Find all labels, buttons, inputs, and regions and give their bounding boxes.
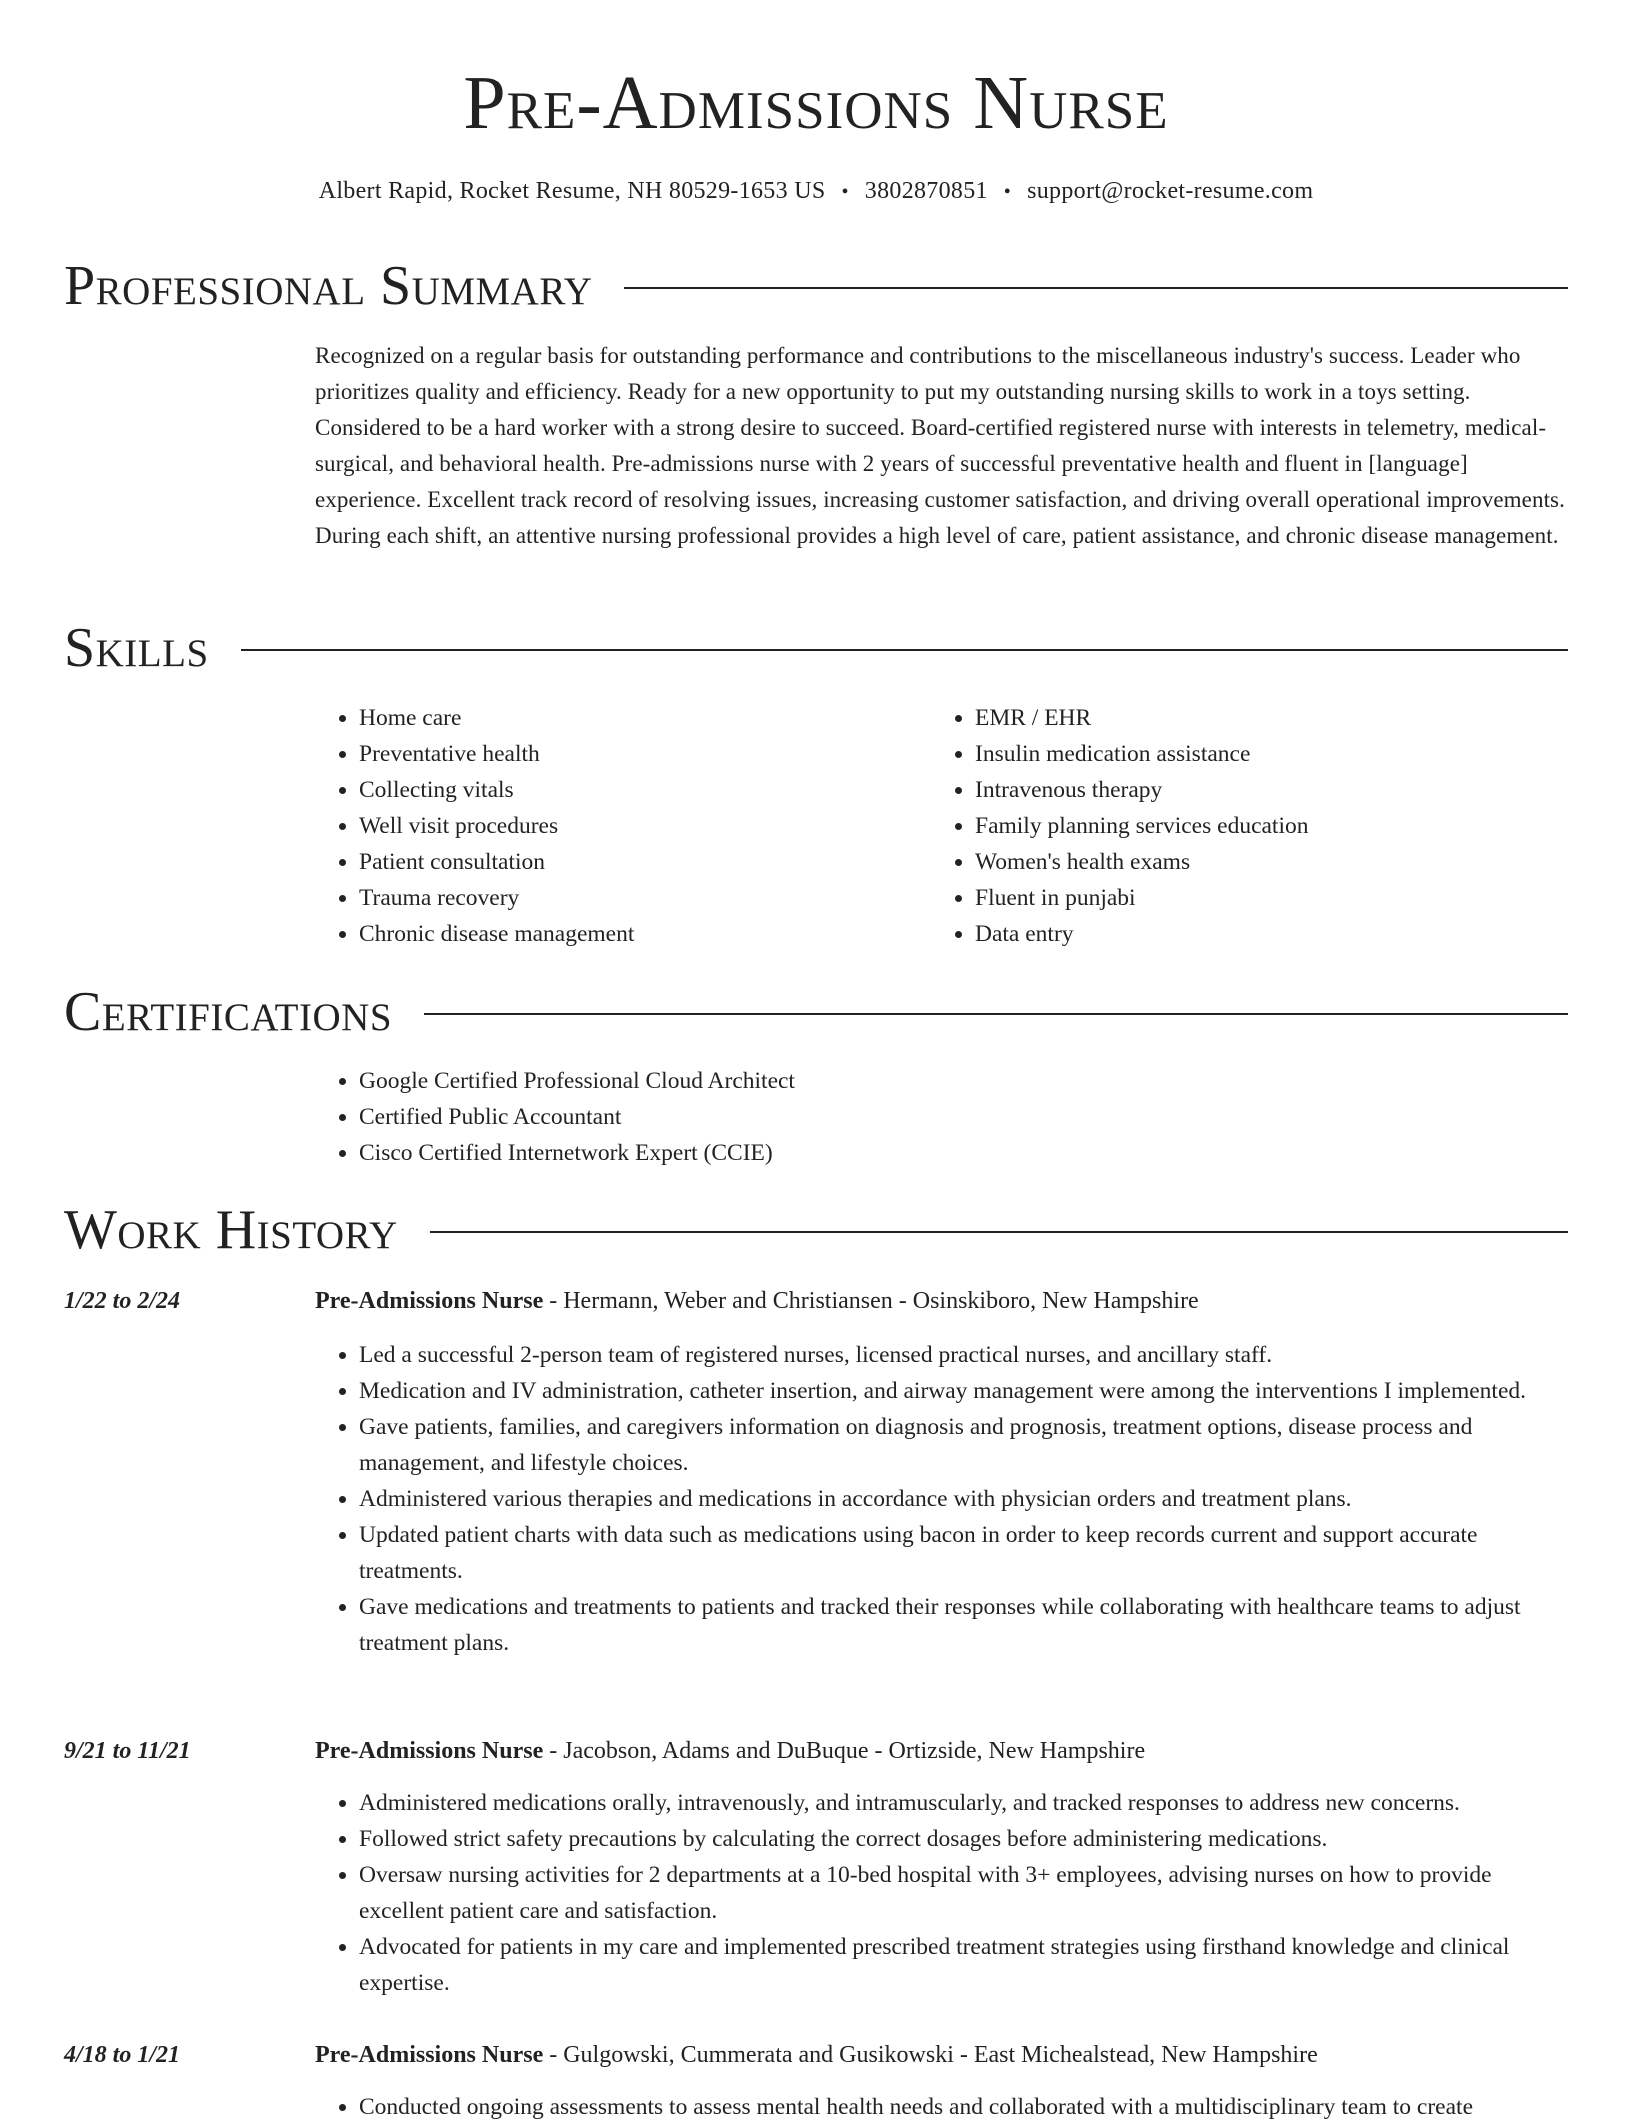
- job-bullet-item: • Led a successful 2-person team of registered nurses, licensed practical nurses, and ancillary staff.: [359, 1337, 1567, 1373]
- certification-item: • Google Certified Professional Cloud Architect: [359, 1063, 795, 1099]
- skill-item: • Well visit procedures: [359, 808, 634, 844]
- certifications-section-header: [64, 980, 1568, 1044]
- job-bullet-item: • Oversaw nursing activities for 2 departments at a 10-bed hospital with 3+ employees, advising nurses on how to provide excellent patient care and satisfaction.: [359, 1857, 1567, 1929]
- job-bullet-item: • Updated patient charts with data such as medications using bacon in order to keep records current and support accurate treatments.: [359, 1517, 1567, 1589]
- skill-item: • Family planning services education: [975, 808, 1309, 844]
- contact-line: [64, 176, 1568, 207]
- section-divider: [624, 287, 1568, 289]
- job-role: Pre-Admissions Nurse: [315, 1288, 544, 1314]
- job-employer-location: - Hermann, Weber and Christiansen - Osinskiboro, New Hampshire: [543, 1288, 1199, 1314]
- skill-item: • Women's health exams: [975, 844, 1309, 880]
- job-role: Pre-Admissions Nurse: [315, 1738, 544, 1764]
- skills-column-right: [931, 700, 1309, 952]
- job-bullet-item: • Conducted ongoing assessments to assess mental health needs and collaborated with a multidisciplinary team to create: [359, 2089, 1567, 2125]
- job-employer-location: - Gulgowski, Cummerata and Gusikowski - East Michealstead, New Hampshire: [543, 2042, 1318, 2068]
- work-history-section-header: [64, 1198, 1568, 1262]
- job-bullet-item: • Administered medications orally, intravenously, and intramuscularly, and tracked responses to address new concerns.: [359, 1785, 1567, 1821]
- job-bullet-list: [315, 1337, 1567, 1661]
- contact-phone: 3802870851: [864, 178, 988, 204]
- resume-name-heading: Pre-Admissions Nurse: [463, 61, 1169, 145]
- skills-list-right: [931, 700, 1309, 952]
- job-bullet-item: • Advocated for patients in my care and implemented prescribed treatment strategies using firsthand knowledge and clinical expertise.: [359, 1929, 1567, 2001]
- skills-column-left: [315, 700, 634, 952]
- job-bullet-item: • Gave patients, families, and caregivers information on diagnosis and prognosis, treatment options, disease process and management, and lifestyle choices.: [359, 1409, 1567, 1481]
- skill-item: • EMR / EHR: [975, 700, 1309, 736]
- job-dates: 4/18 to 1/21: [64, 2042, 181, 2068]
- job-title-line: [315, 1283, 1199, 1319]
- contact-address: Albert Rapid, Rocket Resume, NH 80529-1653 US: [318, 178, 826, 204]
- contact-separator: •: [841, 181, 849, 203]
- job-bullet-list: [315, 2089, 1567, 2125]
- skills-list-left: [315, 700, 634, 952]
- skills-section-header: [64, 616, 1568, 680]
- job-title-line: [315, 1733, 1145, 1769]
- certifications-block: [315, 1063, 795, 1171]
- contact-separator: •: [1003, 181, 1012, 203]
- job-title-line: [315, 2037, 1318, 2073]
- job-bullet-item: • Medication and IV administration, catheter insertion, and airway management were among the interventions I implemented.: [359, 1373, 1567, 1409]
- certification-item: • Certified Public Accountant: [359, 1099, 795, 1135]
- contact-email: support@rocket-resume.com: [1027, 178, 1314, 204]
- certifications-list: [315, 1063, 795, 1171]
- skill-item: • Data entry: [975, 916, 1309, 952]
- summary-paragraph: Recognized on a regular basis for outstanding performance and contributions to the miscellaneous industry's success. Leader who prioritizes quality and efficiency. Ready for a new opportunity to put my outstanding nursing skills to work in a toys setting. Considered to be a hard worker with a strong desire to succeed. Board-certified registered nurse with interests in telemetry, medical-surgical, and behavioral health. Pre-admissions nurse with 2 years of successful preventative health and fluent in [language] experience. Excellent track record of resolving issues, increasing customer satisfaction, and driving overall operational improvements. During each shift, an attentive nursing professional provides a high level of care, patient assistance, and chronic disease management.: [315, 343, 1565, 548]
- skill-item: • Trauma recovery: [359, 880, 634, 916]
- job-dates: 1/22 to 2/24: [64, 1288, 181, 1314]
- job-dates: 9/21 to 11/21: [64, 1738, 191, 1764]
- skill-item: • Intravenous therapy: [975, 772, 1309, 808]
- skills-section-title: Skills: [64, 617, 209, 679]
- certifications-section-title: Certifications: [64, 981, 393, 1043]
- certification-item: • Cisco Certified Internetwork Expert (CCIE): [359, 1135, 795, 1171]
- job-bullet-item: • Followed strict safety precautions by calculating the correct dosages before administering medications.: [359, 1821, 1567, 1857]
- job-bullet-item: • Administered various therapies and medications in accordance with physician orders and treatment plans.: [359, 1481, 1567, 1517]
- section-divider: [430, 1231, 1568, 1233]
- job-bullet-item: • Gave medications and treatments to patients and tracked their responses while collaborating with healthcare teams to adjust treatment plans.: [359, 1589, 1567, 1661]
- skill-item: • Patient consultation: [359, 844, 634, 880]
- skill-item: • Home care: [359, 700, 634, 736]
- skill-item: • Preventative health: [359, 736, 634, 772]
- skill-item: • Insulin medication assistance: [975, 736, 1309, 772]
- skill-item: • Chronic disease management: [359, 916, 634, 952]
- summary-section-header: [64, 254, 1568, 318]
- summary-section-title: Professional Summary: [64, 255, 593, 317]
- job-employer-location: - Jacobson, Adams and DuBuque - Ortizside, New Hampshire: [543, 1738, 1146, 1764]
- section-divider: [424, 1013, 1568, 1015]
- skill-item: • Fluent in punjabi: [975, 880, 1309, 916]
- skill-item: • Collecting vitals: [359, 772, 634, 808]
- job-role: Pre-Admissions Nurse: [315, 2042, 544, 2068]
- section-divider: [241, 649, 1568, 651]
- job-bullet-list: [315, 1785, 1567, 2001]
- work-history-section-title: Work History: [64, 1199, 398, 1261]
